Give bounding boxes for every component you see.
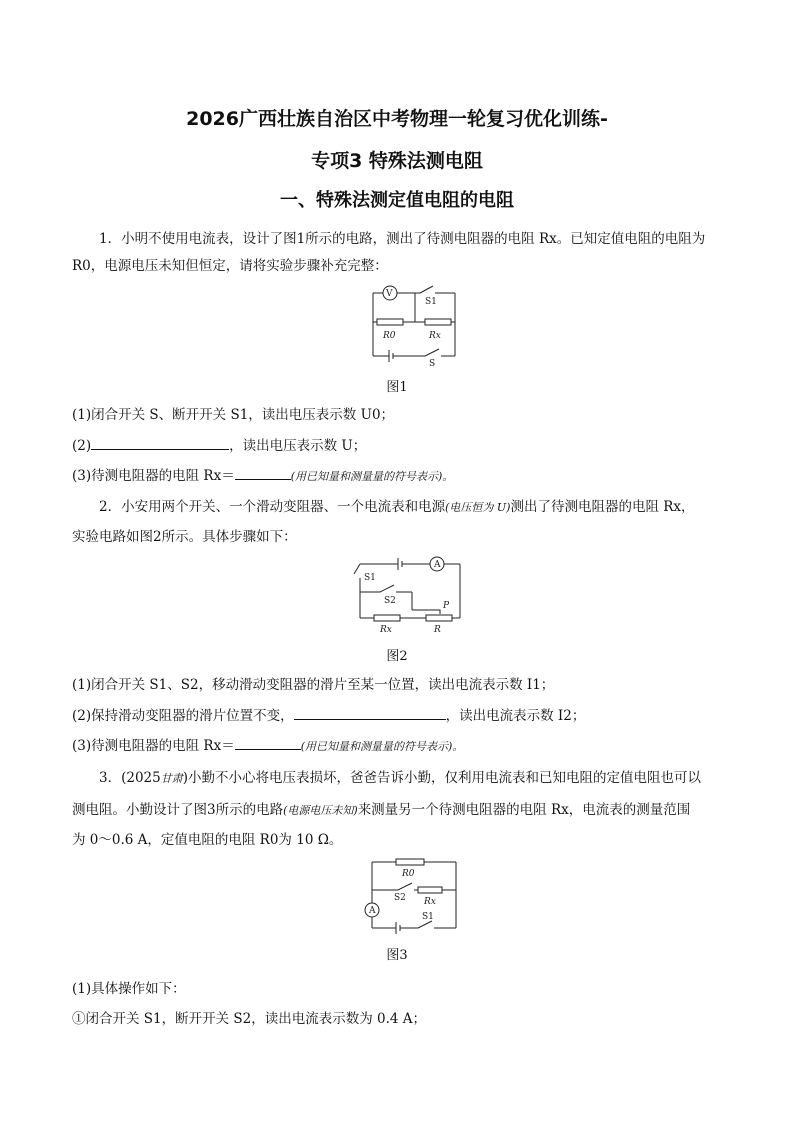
- figure-3-circuit: [358, 856, 462, 934]
- rheostat-r-icon: [426, 615, 452, 621]
- switch-s2-icon: [380, 585, 394, 592]
- switch-s1-icon: [420, 286, 433, 293]
- fig2-r-label: R: [434, 625, 441, 634]
- q2-step3-answer-blank[interactable]: [235, 735, 301, 750]
- q3-text-line1: 3．(2025甘肃)小勤不小心将电压表损坏，爸爸告诉小勤，仅利用电流表和已知电阻的定值电阻也可以: [99, 770, 701, 786]
- resistor-rx-icon: [374, 615, 400, 621]
- fig3-s2-label: S2: [394, 893, 406, 903]
- fig3-r0-label: R0: [402, 869, 415, 879]
- q1-step2-answer-blank[interactable]: [91, 435, 229, 450]
- fig1-r0-label: R0: [383, 331, 396, 341]
- figure-1-circuit: [365, 284, 465, 366]
- q3-note: (电源电压未知): [283, 804, 358, 817]
- q2-step3: [72, 734, 463, 759]
- switch-s1-icon: [354, 564, 360, 574]
- fig2-s2-label: S2: [384, 596, 396, 606]
- fig2-p-label: P: [443, 601, 450, 611]
- switch-s1-icon: [418, 921, 432, 928]
- q1-step2: [72, 434, 366, 458]
- q2-step2: [72, 704, 585, 728]
- q1-step3: [72, 464, 453, 489]
- q3-text-line3: 为 0～0.6 A，定值电阻的电阻 R0为 10 Ω。: [72, 832, 343, 848]
- q1-step2-prefix: (2): [72, 438, 92, 454]
- q2-note: (电压恒为 U): [445, 501, 511, 514]
- q3-text-line2: 测电阻。小勤设计了图3所示的电路(电源电压未知)来测量另一个待测电阻器的电阻 Rx，电流表的测量范围: [72, 802, 691, 818]
- resistor-r0-icon: [377, 319, 403, 325]
- fig3-rx-label: Rx: [424, 897, 436, 907]
- q1-step3-prefix: (3)待测电阻器的电阻 Rx＝: [72, 468, 235, 484]
- q2-text-line2: 实验电路如图2所示。具体步骤如下：: [72, 529, 297, 545]
- page-title: 2026广西壮族自治区中考物理一轮复习优化训练-: [186, 108, 608, 130]
- fig3-s1-label: S1: [422, 912, 434, 922]
- fig1-s-label: S: [429, 359, 436, 366]
- q2-step3-note: (用已知量和测量量的符号表示)。: [300, 740, 464, 753]
- figure-1-caption: 图1: [386, 380, 408, 395]
- q2-step2-prefix: (2)保持滑动变阻器的滑片位置不变，: [72, 708, 294, 724]
- q2-step2-answer-blank[interactable]: [294, 705, 446, 720]
- q1-text-line2: R0，电源电压未知但恒定，请将实验步骤补充完整：: [72, 258, 388, 274]
- fig1-rx-label: Rx: [429, 331, 441, 341]
- figure-3-caption: 图3: [386, 948, 408, 963]
- q1-step3-note: (用已知量和测量量的符号表示)。: [290, 470, 454, 483]
- q1-step3-answer-blank[interactable]: [235, 465, 291, 480]
- figure-2-circuit: [350, 552, 465, 634]
- q2-step1: (1)闭合开关 S1、S2，移动滑动变阻器的滑片至某一位置，读出电流表示数 I1；: [72, 677, 555, 693]
- q2-step2-suffix: ，读出电流表示数 I2；: [445, 708, 586, 724]
- slider-p-icon: [412, 610, 440, 614]
- fig2-s1-label: S1: [364, 573, 376, 583]
- q3-step1: ①闭合开关 S1，断开开关 S2，读出电流表示数为 0.4 A；: [72, 1011, 427, 1027]
- figure-2-caption: 图2: [386, 649, 408, 664]
- fig2-ammeter-label: A: [434, 560, 441, 570]
- resistor-r0-icon: [396, 859, 424, 865]
- fig2-rx-label: Rx: [380, 625, 392, 634]
- resistor-rx-icon: [425, 319, 451, 325]
- q3-step-header: (1)具体操作如下：: [72, 981, 186, 997]
- q3-source: 甘肃: [160, 772, 183, 785]
- switch-s-icon: [425, 349, 439, 356]
- q2-text-line1: 2．小安用两个开关、一个滑动变阻器、一个电流表和电源(电压恒为 U)测出了待测电阻器的电阻 Rx，: [99, 499, 695, 515]
- page-subtitle: 专项3 特殊法测电阻: [311, 150, 483, 172]
- resistor-rx-icon: [418, 887, 442, 893]
- switch-s2-icon: [398, 883, 412, 890]
- q2-step3-prefix: (3)待测电阻器的电阻 Rx＝: [72, 738, 235, 754]
- fig3-ammeter-label: A: [369, 906, 376, 916]
- q1-step1: (1)闭合开关 S、断开开关 S1，读出电压表示数 U0；: [72, 407, 395, 423]
- section-heading: 一、特殊法测定值电阻的电阻: [280, 190, 514, 211]
- fig1-s1-label: S1: [425, 297, 437, 307]
- q1-step2-suffix: ，读出电压表示数 U；: [229, 438, 367, 454]
- fig1-voltmeter-label: V: [386, 289, 393, 299]
- q1-text-line1: 1．小明不使用电流表，设计了图1所示的电路，测出了待测电阻器的电阻 Rx。已知定值电阻的电阻为: [99, 231, 706, 247]
